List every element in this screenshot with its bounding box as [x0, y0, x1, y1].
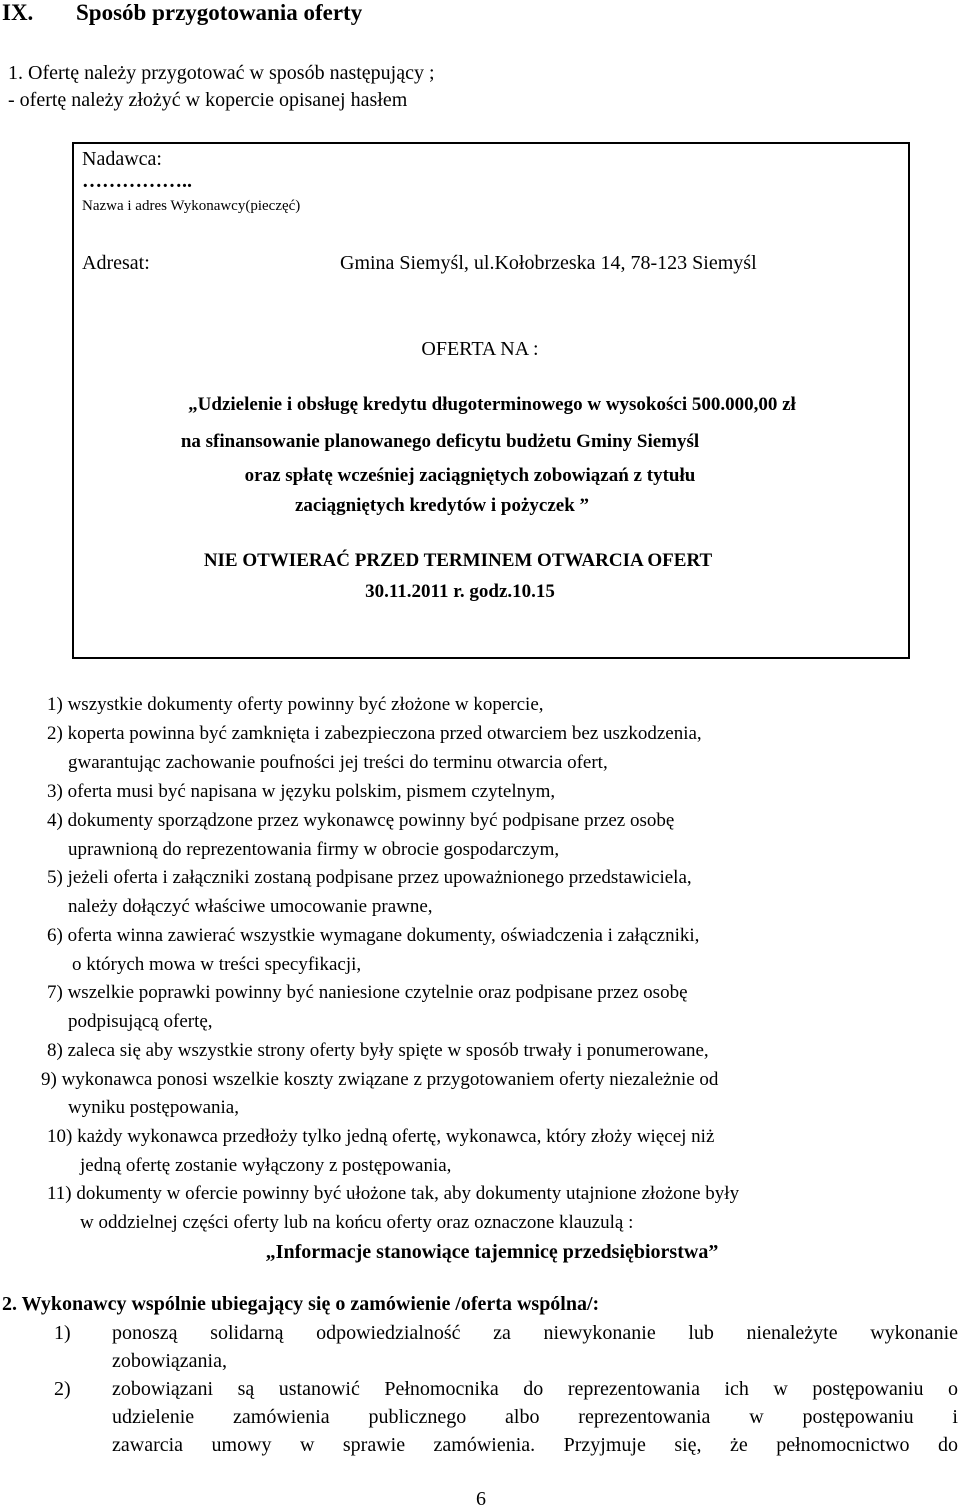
rule-4-cont: uprawnioną do reprezentowania firmy w obrocie gospodarczym, — [68, 839, 560, 860]
section-title: Sposób przygotowania oferty — [76, 0, 363, 25]
rule-11-cont: w oddzielnej części oferty lub na końcu oferty oraz oznaczone klauzulą : — [80, 1212, 634, 1233]
joint-item-2-number: 2) — [54, 1378, 71, 1400]
do-not-open-notice: NIE OTWIERAĆ PRZED TERMINEM OTWARCIA OFERT — [203, 550, 713, 571]
rule-7: 7) wszelkie poprawki powinny być naniesione czytelnie oraz podpisane przez osobę — [47, 982, 688, 1003]
addressee-label: Adresat: — [82, 252, 150, 274]
rule-2: 2) koperta powinna być zamknięta i zabezpieczona przed otwarciem bez uszkodzenia, — [47, 723, 702, 744]
offer-line-2: na sfinansowanie planowanego deficytu budżetu Gminy Siemyśl — [180, 431, 700, 452]
rule-6: 6) oferta winna zawierać wszystkie wymagane dokumenty, oświadczenia i załączniki, — [47, 925, 700, 946]
sender-caption: Nazwa i adres Wykonawcy(pieczęć) — [82, 198, 301, 214]
section-number: IX. — [2, 0, 34, 25]
rule-5: 5) jeżeli oferta i załączniki zostaną podpisane przez upoważnionego przedstawiciela, — [47, 867, 692, 888]
rule-5-cont: należy dołączyć właściwe umocowanie prawne, — [68, 896, 433, 917]
page-number: 6 — [476, 1488, 486, 1510]
rule-7-cont: podpisującą ofertę, — [68, 1011, 213, 1032]
joint-item-1-line-2: zobowiązania, — [112, 1350, 227, 1372]
joint-item-1-number: 1) — [54, 1322, 71, 1344]
joint-offer-heading: 2. Wykonawcy wspólnie ubiegający się o zamówienie /oferta wspólna/: — [2, 1293, 600, 1315]
intro-point-1: 1. Ofertę należy przygotować w sposób następujący ; — [8, 62, 435, 84]
offer-line-4: zaciągniętych kredytów i pożyczek ” — [294, 495, 590, 516]
offer-line-1: „Udzielenie i obsługę kredytu długoterminowego w wysokości 500.000,00 zł — [188, 394, 796, 415]
rule-4: 4) dokumenty sporządzone przez wykonawcę powinny być podpisane przez osobę — [47, 810, 675, 831]
rule-10-cont: jedną ofertę zostanie wyłączony z postępowania, — [80, 1155, 452, 1176]
joint-item-2-line-2: udzielenie zamówienia publicznego albo reprezentowania w postępowaniu i — [112, 1406, 958, 1428]
joint-item-1-line-1: ponoszą solidarną odpowiedzialność za niewykonanie lub nienależyte wykonanie — [112, 1322, 958, 1344]
rule-9: 9) wykonawca ponosi wszelkie koszty związane z przygotowaniem oferty niezależnie od — [41, 1069, 719, 1090]
confidentiality-clause: „Informacje stanowiące tajemnicę przedsiębiorstwa” — [265, 1241, 719, 1263]
addressee-value: Gmina Siemyśl, ul.Kołobrzeska 14, 78-123 Siemyśl — [340, 252, 757, 274]
offer-line-3: oraz spłatę wcześniej zaciągniętych zobowiązań z tytułu — [244, 465, 696, 486]
joint-item-2-line-3: zawarcia umowy w sprawie zamówienia. Przyjmuje się, że pełnomocnictwo do — [112, 1434, 958, 1456]
sender-label: Nadawca: — [82, 148, 162, 170]
rule-2-cont: gwarantując zachowanie poufności jej treści do terminu otwarcia ofert, — [68, 752, 608, 773]
sender-dots: …………….. — [82, 170, 192, 192]
rule-11: 11) dokumenty w ofercie powinny być ułożone tak, aby dokumenty utajnione złożone były — [47, 1183, 740, 1204]
joint-item-2-line-1: zobowiązani są ustanowić Pełnomocnika do reprezentowania ich w postępowaniu o — [112, 1378, 958, 1400]
intro-point-1-sub: - ofertę należy złożyć w kopercie opisanej hasłem — [8, 89, 408, 111]
rule-3: 3) oferta musi być napisana w języku polskim, pismem czytelnym, — [47, 781, 556, 802]
rule-10: 10) każdy wykonawca przedłoży tylko jedną ofertę, wykonawca, który złoży więcej niż — [47, 1126, 715, 1147]
offer-heading: OFERTA NA : — [421, 338, 539, 360]
opening-date: 30.11.2011 r. godz.10.15 — [365, 581, 555, 602]
rule-6-cont: o których mowa w treści specyfikacji, — [72, 954, 362, 975]
rule-9-cont: wyniku postępowania, — [68, 1097, 239, 1118]
rule-8: 8) zaleca się aby wszystkie strony oferty były spięte w sposób trwały i ponumerowane, — [47, 1040, 709, 1061]
rule-1: 1) wszystkie dokumenty oferty powinny być złożone w kopercie, — [47, 694, 544, 715]
